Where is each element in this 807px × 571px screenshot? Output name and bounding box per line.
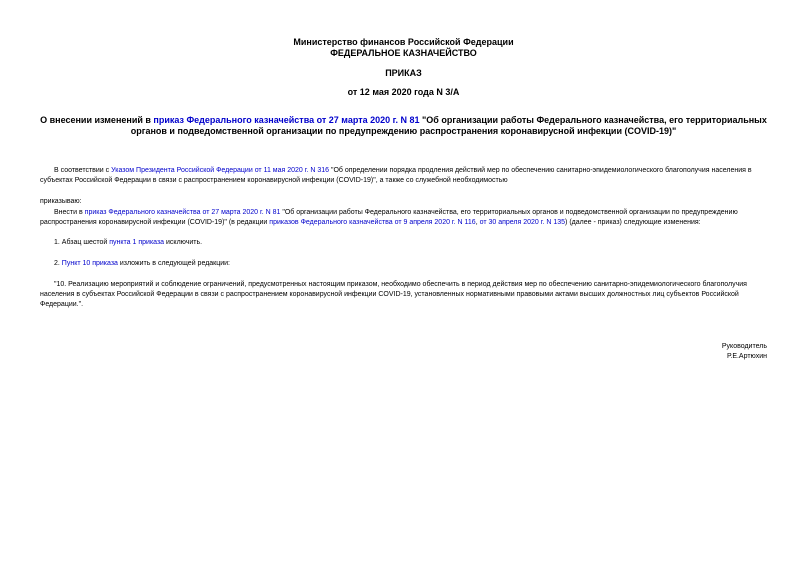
item-1-paragraph [40,238,767,248]
document-title [40,115,767,137]
item-1-link-point-1[interactable]: пункта 1 приказа [109,239,165,246]
item-1-text-2: исключить. [164,239,203,246]
item-2-text-1: 2. [54,260,62,267]
amend-link-order-116[interactable]: приказов Федерального казначейства от 9 апреля 2020 г. N 116 [269,219,476,226]
amend-text-4: ) (далее - приказ) следующие изменения: [565,219,701,226]
amend-text-2: "Об организации работы Федерального казначейства, его территориальных органов и подведомственной организации по предупреждению распространения коронавирусной инфекции (COVID-19)" (в редакции [40,209,738,226]
item-2-link-point-10[interactable]: Пункт 10 приказа [61,260,118,267]
preamble-paragraph [40,166,767,186]
title-link-order-81[interactable]: приказ Федерального казначейства от 27 марта 2020 г. N 81 [153,115,420,125]
quoted-point-10: "10. Реализацию мероприятий и соблюдение ограничений, предусмотренных настоящим приказом, необходимо обеспечить в период действия мер по обеспечению санитарно-эпидемиологического благополучия населения в субъектах Российской Федерации в связи с распространением коронавирусной инфекции COVID-19, установленных нормативными правовыми актами высших должностных лиц субъектов Российской Федерации.". [40,281,747,308]
item-1-text-1: 1. Абзац шестой [54,239,110,246]
amend-paragraph [40,208,767,228]
title-suffix: "Об организации работы Федерального казначейства, его территориальных органов и подведомственной организации по предупреждению распространения коронавирусной инфекции (COVID-19)" [130,115,767,136]
preamble-text-1: В соответствии с [54,167,112,174]
ministry-name: Министерство финансов Российской Федерации [293,37,514,47]
preamble-link-decree-316[interactable]: Указом Президента Российской Федерации от 11 мая 2020 г. N 316 [111,167,330,174]
orders-word: приказываю: [40,198,82,205]
doc-date-number: от 12 мая 2020 года N 3/А [347,87,460,97]
agency-name: ФЕДЕРАЛЬНОЕ КАЗНАЧЕЙСТВО [330,48,477,58]
preamble-text-2: "Об определении порядка продления действий мер по обеспечению санитарно-эпидемиологического благополучия населения в субъектах Российской Федерации в связи с распространением коронавирусной инфекции (COVID-19)", а также со служебной необходимостью [40,167,752,184]
title-prefix: О внесении изменений в [40,115,154,125]
amend-text-1: Внести в [54,209,85,216]
signature-name: Р.Е.Артюхин [727,353,767,360]
amend-link-order-135[interactable]: от 30 апреля 2020 г. N 135 [479,219,566,226]
amend-link-order-81[interactable]: приказ Федерального казначейства от 27 марта 2020 г. N 81 [84,209,281,216]
doc-type: ПРИКАЗ [385,68,422,78]
signature-position: Руководитель [721,343,767,350]
item-2-paragraph [40,259,767,269]
amend-text-3: , [475,219,480,226]
item-2-text-2: изложить в следующей редакции: [117,260,231,267]
